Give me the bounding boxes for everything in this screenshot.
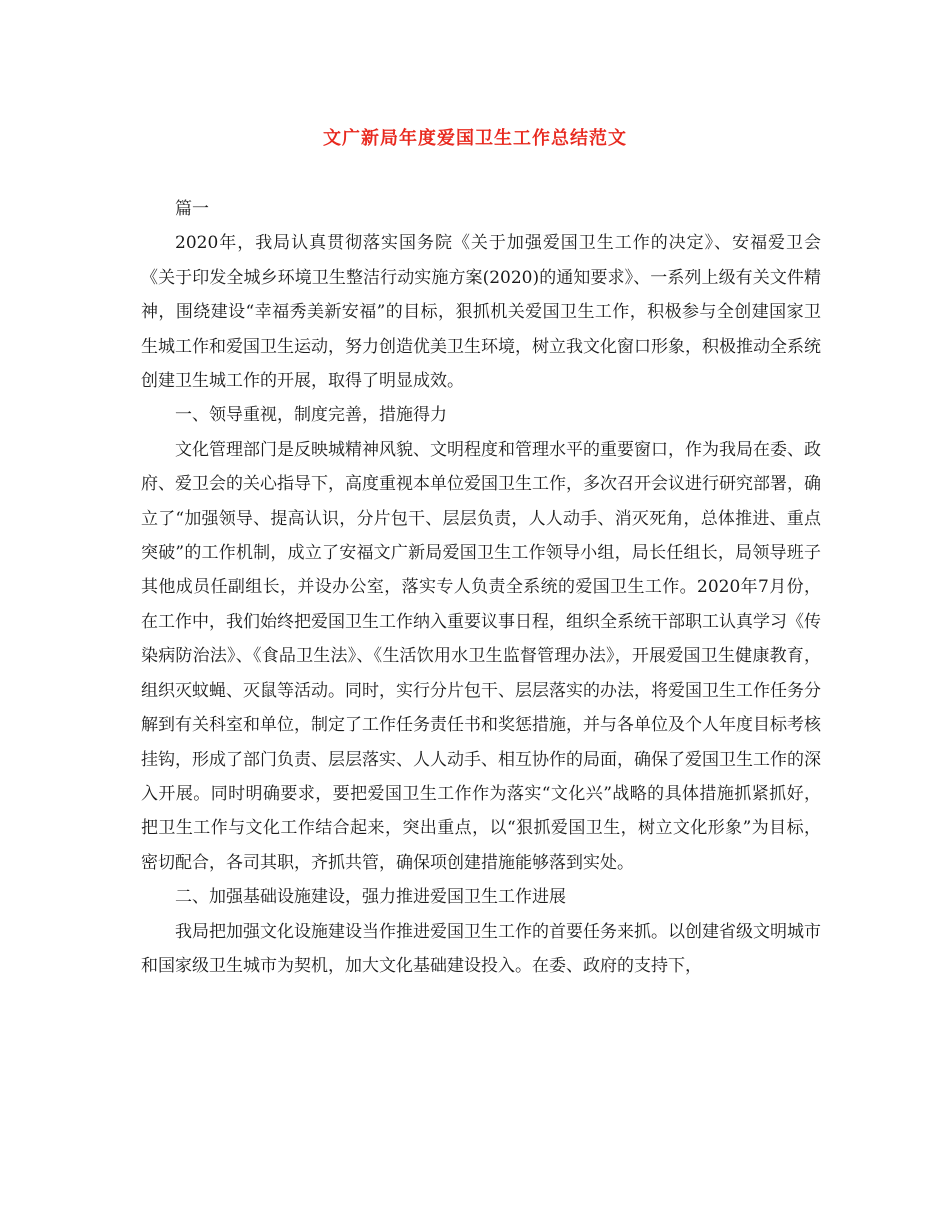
document-body [141, 192, 821, 983]
section-label: 篇一 [175, 199, 209, 219]
section-heading-2: 二、加强基础设施建设，强力推进爱国卫生工作进展 [175, 887, 566, 908]
paragraph-intro: 2020年，我局认真贯彻落实国务院《关于加强爱国卫生工作的决定》、安福爱卫会《关于印发全城乡环境卫生整洁行动实施方案(2020)的通知要求》、一系列上级有关文件精神，围绕建设“幸福秀美新安福”的目标，狠抓机关爱国卫生工作，积极参与全创建国家卫生城工作和爱国卫生运动，努力创造优美卫生环境，树立我文化窗口形象，积极推动全系统创建卫生城工作的开展，取得了明显成效。 [141, 233, 821, 392]
document-title: 文广新局年度爱国卫生工作总结范文 [323, 128, 627, 149]
paragraph-section-1: 文化管理部门是反映城精神风貌、文明程度和管理水平的重要窗口，作为我局在委、政府、爱卫会的关心指导下，高度重视本单位爱国卫生工作，多次召开会议进行研究部署，确立了“加强领导、提高认识，分片包干、层层负责，人人动手、消灭死角，总体推进、重点突破”的工作机制，成立了安福文广新局爱国卫生工作领导小组，局长任组长，局领导班子其他成员任副组长，并设办公室，落实专人负责全系统的爱国卫生工作。2020年7月份，在工作中，我们始终把爱国卫生工作纳入重要议事日程，组织全系统干部职工认真学习《传染病防治法》、《食品卫生法》、《生活饮用水卫生监督管理办法》，开展爱国卫生健康教育，组织灭蚊蝇、灭鼠等活动。同时，实行分片包干、层层落实的办法，将爱国卫生工作任务分解到有关科室和单位，制定了工作任务责任书和奖惩措施，并与各单位及个人年度目标考核挂钩，形成了部门负责、层层落实、人人动手、相互协作的局面，确保了爱国卫生工作的深入开展。同时明确要求，要把爱国卫生工作作为落实“文化兴”战略的具体措施抓紧抓好，把卫生工作与文化工作结合起来，突出重点，以“狠抓爱国卫生，树立文化形象”为目标，密切配合，各司其职，齐抓共管，确保项创建措施能够落到实处。 [141, 439, 821, 873]
paragraph-section-2: 我局把加强文化设施建设当作推进爱国卫生工作的首要任务来抓。以创建省级文明城市和国家级卫生城市为契机，加大文化基础建设投入。在委、政府的支持下， [141, 921, 821, 976]
section-heading-1: 一、领导重视，制度完善，措施得力 [175, 405, 447, 426]
